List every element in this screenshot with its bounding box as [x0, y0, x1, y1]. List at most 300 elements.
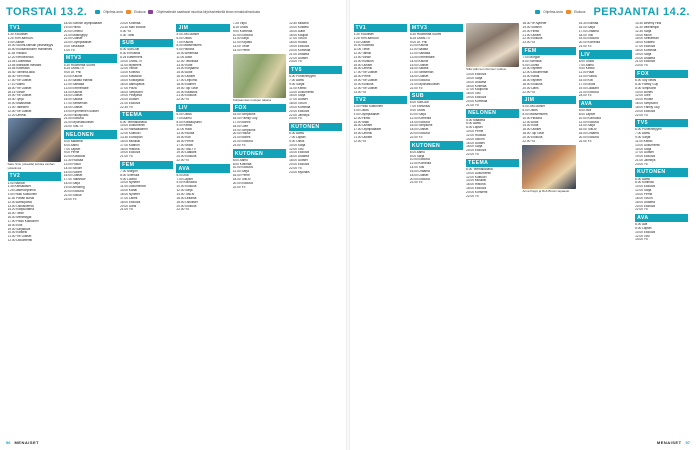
listing-column	[62, 22, 118, 434]
program-entry: 19.00 Sotshin	[522, 25, 542, 29]
program-entry: 15.30 Elämää	[578, 22, 599, 25]
program-entry: 20.00 House	[232, 132, 251, 136]
program-entry: 11.00 Ranskalainen	[120, 128, 148, 132]
program-entry: 11.00 Häät	[578, 71, 594, 75]
program-entry: 19.00 Komedia	[289, 105, 311, 109]
program-entry: 14.00 Kauniit	[63, 90, 83, 94]
program-entry: 8.00 Lapset	[635, 226, 652, 230]
program-entry: 7.00 Morgon	[120, 169, 138, 173]
program-entry: 14.00 Kanal	[120, 189, 137, 193]
program-entry: 20.00 Hiihto	[522, 29, 540, 33]
program-entry: 18.00 Top Gear	[522, 132, 545, 136]
program-entry: 16.00 Kotimaa	[466, 84, 487, 88]
listing-column	[408, 22, 464, 434]
program-entry: 21.00 Uutiset	[522, 33, 541, 37]
program-entry: 18.00 Sarja	[466, 145, 483, 149]
program-entry: 21.00 Yö	[120, 208, 133, 212]
program-entry: 9.00 Kotiruoka	[176, 181, 197, 185]
program-entry: 22.00 Myöhäisuutiset	[63, 121, 94, 125]
program-entry: 8.00 Sarja	[409, 154, 425, 158]
legend-swatch	[566, 10, 571, 14]
program-entry: 16.00 Simpsonit	[635, 102, 658, 106]
program-entry: 16.00 Tosi-tv	[578, 128, 597, 132]
channel-header: AVA	[579, 100, 632, 108]
program-entry: 20.00 Komedia	[578, 41, 600, 45]
program-entry: 19.40 Tyhjä	[7, 98, 24, 102]
program-entry: 16.00 Perhe	[176, 139, 194, 143]
program-entry: 17.00 Yle Uutiset	[353, 71, 378, 75]
program-entry: 13.00 Tiede	[232, 45, 250, 49]
program-entry: 23.00 Yö	[289, 60, 302, 64]
listing-column	[465, 22, 521, 434]
channel-header: TV2	[354, 96, 407, 104]
program-entry: 22.00 Yö	[409, 181, 423, 185]
program-entry: 15.00 Draama	[466, 80, 487, 84]
program-entry: 14.00 Mäki	[353, 120, 369, 124]
program-entry: 12.00 Aamupäivä	[7, 200, 32, 204]
program-list	[233, 159, 286, 190]
program-entry: 7.00 Lapset	[289, 136, 306, 139]
program-entry: 12.50 Milliardi	[289, 22, 309, 25]
program-entry: 17.00 Olympialaiset	[353, 128, 382, 132]
program-entry: 21.00 Uutiset	[353, 136, 373, 139]
program-entry: 23.00 Yö	[289, 117, 302, 121]
program-entry: 15.00 Uutiset	[409, 63, 429, 67]
program-entry: 17.10 Valittu	[7, 82, 25, 86]
program-entry: 6.00 Ava	[176, 173, 189, 177]
right-page	[348, 0, 696, 450]
program-entry: 14.00 Kotiliesi	[289, 25, 309, 29]
program-entry: 16.00 Tosi-tv	[635, 196, 653, 200]
program-entry: 23.00 Tosi-TV	[63, 125, 84, 129]
photo-caption: Saku Sinu (oikealla) kohtaa vanhan ystävänsä	[7, 162, 55, 171]
program-entry: 10.00 Perhe	[466, 130, 484, 134]
program-entry: 11.35 Viisikko	[7, 52, 27, 56]
program-entry: 22.00 Yö	[289, 166, 302, 170]
program-entry: 16.00 Uutiset	[176, 75, 195, 79]
program-entry: 10.00 Nyheter	[522, 67, 543, 71]
program-entry: 16.00 Uutiset	[466, 141, 485, 145]
program-entry: 14.00 Sarja	[466, 76, 483, 80]
program-entry: 20.00 Elokuva	[176, 155, 197, 159]
program-list	[120, 121, 173, 159]
program-entry: 8.00 Kotimaa	[635, 181, 654, 185]
program-entry: 10.00 Kotiruoka	[578, 116, 601, 120]
program-entry: 22.00 Jännitys	[289, 113, 310, 117]
program-entry: 17.00 Seitsemän	[409, 71, 434, 75]
program-entry: 7.00 Aamu	[635, 132, 651, 136]
program-list	[579, 60, 632, 98]
program-entry: 6.00 Ostos	[522, 109, 538, 113]
program-list	[466, 73, 519, 108]
program-list	[522, 56, 575, 94]
program-entry: 13.00 Viihde	[353, 55, 371, 59]
program-entry: 18.00 Uutiset	[409, 128, 429, 132]
channel-header: AVA	[176, 164, 229, 172]
program-entry: 12.00 Tosi	[289, 147, 304, 151]
program-entry: 20.00 Elokuva	[63, 189, 84, 193]
program-entry: 5.30 Huomenta Suomi	[63, 63, 96, 67]
program-entry: 15.00 Uutiset	[63, 94, 83, 98]
program-entry: 22.00 Dokumentti	[7, 239, 33, 243]
program-entry: 10.00 Sarja	[289, 143, 306, 147]
program-entry: 6.30 Family Guy	[635, 82, 659, 86]
program-entry: 20.00 Kalastus	[176, 90, 198, 94]
program-entry: 16.00 Draama	[409, 169, 430, 173]
program-entry: 16.00 Draama	[176, 196, 197, 200]
program-entry: 13.00 Dokumentti	[635, 143, 660, 147]
program-entry: 20.00 Elokuva	[409, 132, 430, 136]
channel-header: KUTONEN	[289, 123, 342, 131]
program-entry: 7.00 Ennustus	[409, 105, 430, 109]
program-entry: 22.00 Uutiset	[63, 37, 83, 41]
program-entry: 20.00 Elokuva	[176, 204, 197, 208]
program-entry: 12.00 Kulttuuri	[120, 132, 141, 136]
program-entry: 18.00 Elokuva	[522, 82, 543, 86]
program-entry: 23.00 Yö	[63, 197, 77, 201]
program-entry: 8.25 Ostos-TV	[63, 67, 85, 71]
program-entry: 15.00 Koti	[578, 79, 593, 82]
program-entry: 9.00 Dr. Phil	[63, 71, 81, 75]
program-list	[289, 22, 342, 64]
program-list	[410, 151, 463, 186]
program-entry: 19.00 Elokuva	[120, 151, 141, 155]
program-entry: 18.00 Ostokset	[176, 200, 198, 204]
program-entry: 18.00 Elokuva	[466, 187, 487, 191]
program-entry: 20.00 Elokuva	[353, 82, 374, 86]
program-entry: 18.00 Draama	[578, 132, 599, 136]
program-entry: 16.00 Historia	[466, 183, 486, 187]
magazine-brand: MENAISET	[14, 439, 40, 445]
program-list	[354, 105, 407, 143]
program-entry: 14.00 Korjaamo	[176, 67, 199, 71]
channel-header: FEM	[120, 161, 173, 169]
program-entry: 10.50 Kuusankosken mahtimies	[7, 48, 53, 52]
program-entry: 18.00 Draama	[635, 200, 656, 204]
program-entry: 11.00 Salatut	[409, 48, 429, 52]
program-entry: 13.00 Elokuva	[466, 73, 487, 77]
legend-label: Elokuva	[134, 10, 146, 14]
program-entry: 22.00 Elokuva	[232, 140, 253, 144]
program-entry: 5.30 Yöuutiset	[7, 32, 28, 36]
program-entry: 18.00 Tosi	[466, 92, 481, 96]
program-entry: 7.00 Aamu	[578, 63, 594, 67]
program-entry: 22.00 Yle Uutiset	[7, 109, 32, 113]
program-entry: 18.15 Viihde	[7, 90, 25, 94]
program-entry: 9.00 Historia	[176, 48, 195, 52]
program-entry: 20.00 Uutiset	[120, 98, 139, 102]
program-entry: 19.00 Lääkärit	[578, 86, 599, 90]
program-entry: 19.00 Lääkärit	[176, 151, 197, 155]
program-entry: 7.00 Aamu	[176, 116, 192, 120]
program-entry: 14.00 Sitcom	[63, 166, 83, 170]
program-entry: 20.00 Dans	[522, 86, 539, 90]
program-entry: 23.00 Yö	[232, 143, 246, 147]
program-entry: 10.00 Elokuva	[176, 185, 197, 189]
program-entry: 14.00 Kauniit	[409, 59, 429, 63]
program-list	[635, 22, 688, 68]
program-list	[579, 22, 632, 49]
program-entry: 15.00 Autot	[176, 71, 193, 75]
program-entry: 17.00 Leipomo	[176, 79, 198, 82]
program-entry: 21.00 Elokuva	[63, 117, 84, 121]
program-entry: 21.00 Bones	[232, 136, 251, 140]
program-entry: 13.30 Euroopan	[120, 136, 143, 139]
program-entry: 19.00 Top Gear	[176, 86, 199, 90]
listing-column	[6, 22, 62, 434]
program-entry: 17.00 Lantis	[120, 196, 138, 200]
program-entry: 18.00 Ruoka	[289, 41, 307, 45]
program-entry: 5.30 Yöuutiset	[353, 32, 374, 36]
program-entry: 17.00 Pikku Kakkonen	[7, 219, 39, 223]
program-entry: 10.00 Kauniit	[409, 44, 429, 48]
program-list	[466, 168, 519, 199]
program-entry: 19.00 Sarjakuva	[7, 227, 31, 231]
legend-swatch	[126, 10, 131, 14]
program-entry: 21.00 Yö	[120, 155, 133, 159]
program-entry: 9.00 Uutiset	[7, 40, 25, 44]
program-entry: 10.00 Suomi-kansan yksinäisyys	[7, 44, 54, 48]
program-entry: 14.00 Elokuva	[409, 120, 430, 124]
program-entry: 20.00 Urheilu	[63, 29, 83, 33]
program-entry: 20.00 Draama	[635, 56, 656, 60]
program-entry: 18.00 Elokuva	[120, 200, 141, 204]
photo-caption: Sillä välin kun ihminen nukkuu	[466, 67, 507, 71]
program-entry: 20.00 Elokuva	[635, 109, 656, 113]
program-photo	[522, 145, 575, 189]
channel-header: TV5	[289, 66, 342, 74]
program-entry: 16.00 Salatut	[63, 98, 83, 102]
program-entry: 16.00 Aamupäivä	[120, 82, 145, 86]
program-entry: 14.00 Sarja	[578, 124, 595, 128]
program-entry: 6.00 Teemakanava	[466, 167, 493, 171]
program-entry: 6.00 Pikku Kakkonen	[353, 105, 384, 109]
program-entry: 22.00 Yö	[353, 139, 367, 143]
program-entry: 18.00 Komedia	[635, 48, 657, 52]
program-entry: 21.00 Elokuva	[635, 60, 656, 64]
program-entry: 19.00 Simpsonit	[232, 128, 256, 132]
program-entry: 22.20 Urheilu	[7, 113, 27, 117]
page-footer	[6, 438, 39, 446]
program-entry: 23.00 Kotimaa	[120, 22, 141, 25]
program-entry: 17.00 Seitsemän	[63, 102, 88, 106]
program-entry: 7.25 Viipo	[232, 22, 247, 25]
program-entry: 11.00 Keittiö	[289, 86, 307, 90]
program-entry: 18.00 Family Guy	[635, 105, 660, 109]
program-photo	[233, 54, 286, 98]
program-entry: 12.00 Kirjasto	[232, 41, 253, 45]
program-entry: 18.00 Uutiset	[409, 173, 429, 177]
program-entry: 13.00 Dokumentti	[289, 90, 314, 94]
program-entry: 8.00 Svenska	[120, 173, 140, 177]
program-entry: 8.00 Simpsonit	[635, 86, 656, 90]
program-entry: 9.00 Komedia	[232, 29, 253, 33]
program-list	[289, 75, 342, 121]
program-entry: 9.00 Pikku Kakkonen	[7, 193, 38, 197]
program-entry: 10.00 Amerikka	[176, 52, 199, 56]
program-entry: 22.00 Yö	[176, 208, 190, 212]
program-entry: 20.00 Rikospoliisi	[63, 113, 89, 117]
program-entry: 19.00 Yle Uutiset	[7, 94, 32, 98]
program-entry: 8.15 Ostos	[232, 25, 249, 29]
channel-header: NELONEN	[466, 109, 519, 117]
program-entry: 12.00 Komedia	[409, 162, 431, 166]
program-list	[410, 101, 463, 139]
program-entry: 22.00 Yö	[176, 98, 190, 102]
program-entry: 20.00 Komedia	[466, 100, 488, 103]
program-entry: 17.00 Kaupunki	[466, 88, 488, 92]
program-entry: 12.00 Sarja	[176, 189, 193, 193]
program-list	[635, 128, 688, 166]
program-entry: 12.00 Autot	[522, 120, 539, 124]
program-entry: 19.00 Elokuva	[466, 96, 487, 100]
program-entry: 11.00 Mysteerit	[120, 63, 142, 67]
program-entry: 9.00 Luonto	[522, 63, 540, 67]
program-entry: 17.00 Uutiset	[289, 98, 308, 102]
program-list	[8, 33, 61, 118]
program-entry: 17.00 Yle Uutiset	[7, 79, 32, 82]
program-entry: 6.00 Ava	[578, 109, 591, 113]
program-entry: 9.00 Keittiö	[176, 124, 193, 128]
channel-header: TEEMA	[466, 159, 519, 167]
program-entry: 18.00 Historia	[120, 147, 140, 151]
channel-header: JIM	[176, 24, 229, 32]
program-entry: 17.00 Tosi-tv	[289, 37, 307, 41]
day-title: TORSTAI 13.2.	[6, 6, 88, 18]
program-entry: 18.00 Glee	[232, 124, 249, 128]
program-entry: 22.00 Yö	[232, 185, 246, 189]
channel-header: TV2	[8, 172, 61, 180]
program-entry: 6.25 Ylen aamu-tv.	[7, 36, 34, 40]
program-entry: 10.00 Kotikokki	[63, 155, 86, 159]
program-entry: 14.00 Yö	[635, 238, 648, 242]
program-entry: 14.00 Kulttuuri	[353, 59, 374, 63]
program-entry: 8.00 Lapset	[466, 126, 483, 130]
program-entry: 6.00 Aamu	[466, 122, 482, 126]
program-entry: 8.00 Kotikaupunki	[176, 120, 202, 124]
program-entry: 22.00 Yö	[522, 90, 536, 94]
program-list	[8, 182, 61, 244]
legend-swatch	[95, 10, 100, 14]
legend-swatch	[148, 10, 153, 14]
program-entry: 18.30 Ye Nyheter	[522, 22, 547, 25]
program-entry: 8.00 Ostos	[353, 109, 369, 113]
listing-column	[288, 22, 344, 434]
program-entry: 6.25 Ylen aamu-tv	[353, 36, 379, 40]
listing-column	[577, 22, 633, 434]
program-entry: 21.00 Myöhäisuutiset	[409, 82, 440, 86]
program-entry: 18.00 Tosi-tv	[232, 177, 251, 181]
legend-label: Ohjelma-arvio	[543, 10, 564, 14]
legend-swatch	[535, 10, 540, 14]
program-entry: 17.00 Elokuva	[635, 45, 656, 49]
program-entry: 15.00 Tiede	[7, 212, 24, 216]
program-entry: 9.00 Sarjat	[635, 136, 651, 139]
program-entry: 19.00 Sarja	[635, 52, 652, 56]
program-entry: 12.00 Kulttuuri	[466, 175, 487, 179]
program-entry: 15.40 Toiminta-aika	[7, 71, 35, 75]
program-entry: 23.00 Yö	[522, 41, 536, 45]
program-entry: 6.00 SubClub	[409, 101, 429, 105]
program-entry: 22.00 Sotkut	[63, 193, 82, 197]
program-entry: 19.00 Hiihto	[63, 25, 81, 29]
program-entry: 23.00 Yö	[353, 90, 367, 94]
program-list	[466, 119, 519, 157]
program-entry: 21.00 Elokuva	[120, 102, 141, 106]
program-entry: 11.00 Salatut elämät	[63, 79, 93, 82]
day-title: PERJANTAI 14.2.	[593, 6, 690, 18]
program-entry: 9.00 Keittiö	[578, 67, 595, 71]
day-header	[352, 5, 690, 19]
program-entry: 8.00 Kotimaa	[232, 162, 252, 166]
program-entry: 12.00 Hiihto	[353, 116, 371, 120]
program-entry: 11.00 Keittiö	[635, 139, 653, 143]
channel-header: JIM	[522, 96, 575, 104]
program-list	[120, 22, 173, 37]
program-entry: 14.00 Perhe	[232, 48, 250, 52]
program-entry: 12.00 Tanssi	[353, 52, 372, 56]
program-list	[354, 33, 407, 95]
program-entry: 21.00 Elokuva	[578, 90, 599, 94]
program-entry: 20.00 Elokuva	[232, 181, 253, 185]
program-entry: 7.00 Lapset	[63, 147, 81, 151]
program-entry: 6.00 Ostos	[176, 112, 192, 116]
program-entry: 16.00 Nyheter	[522, 79, 543, 82]
program-entry: 22.00 Yö	[409, 86, 423, 90]
program-entry: 21.00 Draama	[289, 52, 310, 56]
program-entry: 11.30 Valehtelijat	[635, 25, 659, 29]
program-list	[176, 33, 229, 102]
legend-label: Ohjelma-arvio	[103, 10, 124, 14]
channel-header: AVA	[635, 214, 688, 222]
program-list	[233, 22, 286, 53]
program-entry: 17.00 Draama	[578, 29, 599, 33]
program-entry: 6.35 Kansalaiset	[7, 185, 31, 189]
program-entry: 17.00 Bones	[232, 120, 251, 124]
program-entry: 20.00 Elokuva	[635, 204, 656, 208]
program-entry: 6.00 SubClub	[120, 48, 140, 52]
program-entry: 15.00 Sarja	[289, 94, 306, 98]
program-entry: 23.00 Yö	[635, 162, 648, 166]
program-entry: 19.00 Urheilu	[353, 132, 373, 136]
program-entry: 17.00 Talkshow	[63, 178, 86, 182]
program-entry: 9.00 Luonto	[120, 177, 137, 181]
program-entry: 20.00 Maanantai	[7, 102, 31, 106]
program-entry: 16.00 Uutiset	[522, 128, 541, 132]
magazine-brand: MENAISET	[656, 439, 682, 445]
page-footer	[657, 438, 690, 446]
program-entry: 12.00 Ruokaa	[466, 133, 486, 137]
program-list	[522, 22, 575, 45]
program-entry: 15.00 Seitsemän	[635, 37, 659, 41]
program-entry: 18.00 Eläimet	[176, 82, 196, 86]
program-entry: 6.00 Ava	[635, 223, 648, 227]
program-entry: 11.30 Pahan kurssi	[7, 196, 35, 200]
program-entry: 18.00 Eliöt	[7, 223, 23, 227]
program-list	[410, 33, 463, 91]
program-entry: 20.00 Komedia	[289, 48, 311, 52]
program-list	[176, 113, 229, 163]
program-entry: 9.00 Sarjat	[289, 82, 305, 86]
program-entry: 23.00 Myöhäis	[289, 170, 310, 174]
program-entry: 16.30 Ylen maa	[7, 75, 30, 79]
program-list	[635, 223, 688, 242]
program-entry: 0.30 Tähti	[120, 33, 135, 37]
program-entry: 12.00 Sarja	[635, 189, 652, 193]
channel-header: KUTONEN	[233, 149, 286, 157]
photo-caption: Anna Pappi ja Rob Brown tapaavat	[522, 188, 570, 193]
program-entry: 8.00 Madventures	[176, 44, 202, 48]
